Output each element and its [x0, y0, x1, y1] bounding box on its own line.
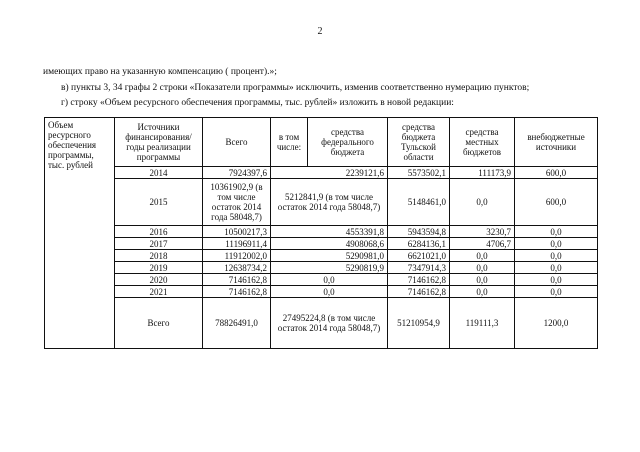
extra-cell: 0,0 — [515, 238, 598, 250]
table-row — [45, 238, 598, 250]
regional-cell: 5148461,0 — [388, 179, 450, 226]
year-cell: 2018 — [115, 250, 203, 262]
text-line-3: г) строку «Объем ресурсного обеспечения программы, тыс. рублей» изложить в новой редакции: — [61, 98, 454, 108]
federal-cell: 5290819,9 — [271, 262, 388, 274]
year-cell: 2021 — [115, 286, 203, 298]
header-extra: внебюджетные источники — [515, 118, 598, 167]
local-cell: 0,0 — [450, 250, 515, 262]
total-cell: 7146162,8 — [203, 286, 271, 298]
regional-cell: 51210954,9 — [388, 298, 450, 349]
extra-cell: 600,0 — [515, 167, 598, 179]
year-cell: 2015 — [115, 179, 203, 226]
regional-cell: 7146162,8 — [388, 286, 450, 298]
regional-cell: 6284136,1 — [388, 238, 450, 250]
extra-cell: 0,0 — [515, 250, 598, 262]
local-cell: 3230,7 — [450, 226, 515, 238]
page-number: 2 — [317, 26, 323, 37]
header-regional: средства бюджета Тульской области — [388, 118, 450, 167]
federal-cell: 0,0 — [271, 274, 388, 286]
federal-cell: 2239121,6 — [271, 167, 388, 179]
total-cell: 7924397,6 — [203, 167, 271, 179]
header-sources: Источники финансирования/ годы реализации программы — [115, 118, 203, 167]
regional-cell: 7347914,3 — [388, 262, 450, 274]
total-cell: 10361902,9 (в том числе остаток 2014 года 58048,7) — [203, 179, 271, 226]
federal-cell: 5290981,0 — [271, 250, 388, 262]
header-total: Всего — [203, 118, 271, 167]
year-cell: 2017 — [115, 238, 203, 250]
regional-cell: 7146162,8 — [388, 274, 450, 286]
table-row — [45, 286, 598, 298]
local-cell: 119111,3 — [450, 298, 515, 349]
table-row — [45, 274, 598, 286]
table-row — [45, 226, 598, 238]
table-row — [45, 250, 598, 262]
year-cell: 2020 — [115, 274, 203, 286]
total-cell: 11196911,4 — [203, 238, 271, 250]
table-row-total — [45, 298, 598, 349]
row-label-cell: Объем ресурсного обеспечения программы, тыс. рублей — [45, 118, 115, 349]
local-cell: 4706,7 — [450, 238, 515, 250]
table-row — [45, 167, 598, 179]
regional-cell: 6621021,0 — [388, 250, 450, 262]
federal-cell: 0,0 — [271, 286, 388, 298]
extra-cell: 0,0 — [515, 262, 598, 274]
total-cell: 11912002,0 — [203, 250, 271, 262]
header-local: средства местных бюджетов — [450, 118, 515, 167]
text-line-2: в) пункты 3, 34 графы 2 строки «Показатели программы» исключить, изменив соответственно нумерацию пунктов; — [61, 83, 530, 93]
year-cell: 2014 — [115, 167, 203, 179]
local-cell: 0,0 — [450, 274, 515, 286]
federal-cell: 4908068,6 — [271, 238, 388, 250]
extra-cell: 0,0 — [515, 286, 598, 298]
regional-cell: 5573502,1 — [388, 167, 450, 179]
total-cell: 7146162,8 — [203, 274, 271, 286]
year-cell: 2016 — [115, 226, 203, 238]
extra-cell: 0,0 — [515, 226, 598, 238]
local-cell: 0,0 — [450, 262, 515, 274]
header-row — [45, 118, 598, 167]
table-row — [45, 262, 598, 274]
extra-cell: 600,0 — [515, 179, 598, 226]
local-cell: 111173,9 — [450, 167, 515, 179]
extra-cell: 1200,0 — [515, 298, 598, 349]
year-cell: 2019 — [115, 262, 203, 274]
federal-cell: 27495224,8 (в том числе остаток 2014 года 58048,7) — [271, 298, 388, 349]
table-row — [45, 179, 598, 226]
header-including: в том числе: — [271, 118, 308, 167]
federal-cell: 4553391,8 — [271, 226, 388, 238]
resource-table — [44, 117, 598, 349]
total-cell: 78826491,0 — [203, 298, 271, 349]
total-cell: 12638734,2 — [203, 262, 271, 274]
local-cell: 0,0 — [450, 286, 515, 298]
regional-cell: 5943594,8 — [388, 226, 450, 238]
text-line-1: имеющих право на указанную компенсацию ( процент).»; — [43, 67, 277, 77]
year-cell: Всего — [115, 298, 203, 349]
header-federal: средства федерального бюджета — [308, 118, 388, 167]
local-cell: 0,0 — [450, 179, 515, 226]
total-cell: 10500217,3 — [203, 226, 271, 238]
federal-cell: 5212841,9 (в том числе остаток 2014 года 58048,7) — [271, 179, 388, 226]
extra-cell: 0,0 — [515, 274, 598, 286]
